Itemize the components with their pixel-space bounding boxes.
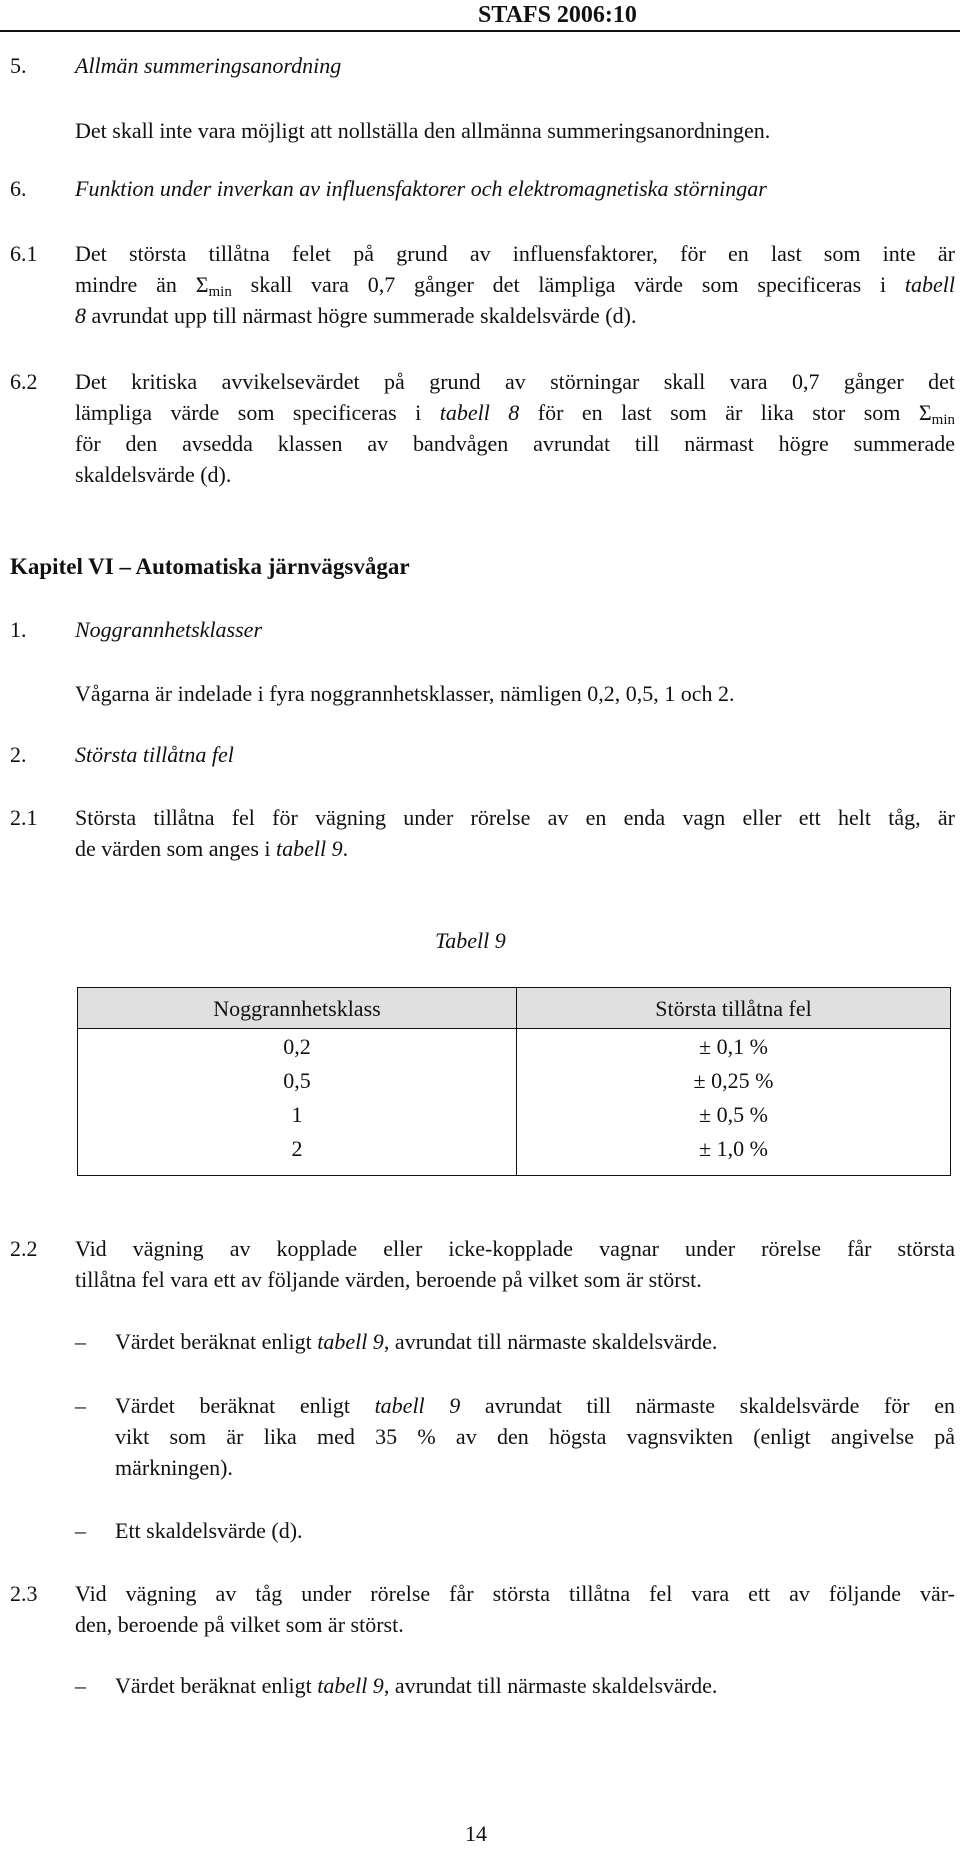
para-line: tillåtna fel vara ett av följande värden, beroende på vilket som är störst. xyxy=(75,1267,702,1292)
para-line: den, beroende på vilket som är störst. xyxy=(75,1612,404,1637)
table-cell: ± 0,5 % xyxy=(517,1097,951,1131)
section-number: 6. xyxy=(10,176,27,201)
para-line: Det kritiska avvikelsevärdet på grund av störningar skall vara 0,7 gånger det xyxy=(75,369,955,394)
bullet-text: Värdet beräknat enligt tabell 9, avrundat till närmaste skaldelsvärde. xyxy=(115,1329,718,1354)
section-title: Funktion under inverkan av influensfaktorer och elektromagnetiska störningar xyxy=(75,176,767,201)
table-row xyxy=(78,1131,951,1176)
section-number: 1. xyxy=(10,617,27,642)
table-cell: 1 xyxy=(78,1097,517,1131)
table-cell: 0,2 xyxy=(78,1029,517,1064)
table-9 xyxy=(77,987,951,1176)
section-title: Största tillåtna fel xyxy=(75,742,234,767)
section-text: Vågarna är indelade i fyra noggrannhetsklasser, nämligen 0,2, 0,5, 1 och 2. xyxy=(75,681,735,706)
table-cell: ± 1,0 % xyxy=(517,1131,951,1176)
paragraph-2-2 xyxy=(75,1233,955,1295)
table-cell: 2 xyxy=(78,1131,517,1176)
section-title: Allmän summeringsanordning xyxy=(75,53,342,78)
paragraph-6-1 xyxy=(75,238,955,331)
header-rule xyxy=(0,30,960,32)
paragraph-6-2 xyxy=(75,366,955,490)
bullet-text: Ett skaldelsvärde (d). xyxy=(115,1518,303,1543)
para-line: skaldelsvärde (d). xyxy=(75,462,232,487)
table-cell: ± 0,1 % xyxy=(517,1029,951,1064)
column-header: Största tillåtna fel xyxy=(517,988,951,1029)
table-row xyxy=(78,1063,951,1097)
section-number: 5. xyxy=(10,53,27,78)
para-line: lämpliga värde som specificeras i tabell 8 för en last som är lika stor som $\Sigma_{min}$ xyxy=(75,400,955,428)
section-number: 6.1 xyxy=(10,241,38,266)
section-number: 2. xyxy=(10,742,27,767)
section-number: 2.3 xyxy=(10,1581,38,1606)
page-number: 14 xyxy=(465,1821,487,1846)
chapter-heading: Kapitel VI – Automatiska järnvägsvågar xyxy=(10,554,410,579)
para-line: 8 avrundat upp till närmast högre summerade skaldelsvärde (d). xyxy=(75,303,637,328)
section-text: Det skall inte vara möjligt att nollställa den allmänna summeringsanordningen. xyxy=(75,118,771,143)
section-number: 6.2 xyxy=(10,369,38,394)
bullet-text: Värdet beräknat enligt tabell 9 avrundat till närmaste skaldelsvärde för en vikt som är lika med 35 % av den högsta vagnsvikten (enligt angivelse på märkningen). xyxy=(115,1393,955,1480)
section-number: 2.2 xyxy=(10,1236,38,1261)
running-header: STAFS 2006:10 xyxy=(478,2,637,28)
bullet-text: Värdet beräknat enligt tabell 9, avrundat till närmaste skaldelsvärde. xyxy=(115,1673,718,1698)
section-number: 2.1 xyxy=(10,805,38,830)
para-line: Vid vägning av kopplade eller icke-kopplade vagnar under rörelse får största xyxy=(75,1236,955,1261)
para-line: Det största tillåtna felet på grund av influensfaktorer, för en last som inte är xyxy=(75,241,955,266)
para-line: de värden som anges i tabell 9. xyxy=(75,836,349,861)
table-caption: Tabell 9 xyxy=(435,928,506,953)
dash-bullet: – xyxy=(75,1393,86,1418)
paragraph-2-1 xyxy=(75,802,955,864)
table-header-row xyxy=(78,988,951,1029)
column-header: Noggrannhetsklass xyxy=(78,988,517,1029)
section-title: Noggrannhetsklasser xyxy=(75,617,262,642)
table-cell: 0,5 xyxy=(78,1063,517,1097)
para-line: Vid vägning av tåg under rörelse får största tillåtna fel vara ett av följande vär- xyxy=(75,1581,955,1606)
table-row xyxy=(78,1097,951,1131)
dash-bullet: – xyxy=(75,1329,86,1354)
dash-bullet: – xyxy=(75,1673,86,1698)
dash-bullet: – xyxy=(75,1518,86,1543)
table-cell: ± 0,25 % xyxy=(517,1063,951,1097)
para-line: för den avsedda klassen av bandvågen avrundat till närmast högre summerade xyxy=(75,431,955,456)
paragraph-2-3 xyxy=(75,1578,955,1640)
para-line: mindre än $\Sigma_{min}$ skall vara 0,7 gånger det lämpliga värde som specificeras i tabell xyxy=(75,272,955,300)
para-line: Största tillåtna fel för vägning under rörelse av en enda vagn eller ett helt tåg, är xyxy=(75,805,955,830)
table-row xyxy=(78,1029,951,1064)
